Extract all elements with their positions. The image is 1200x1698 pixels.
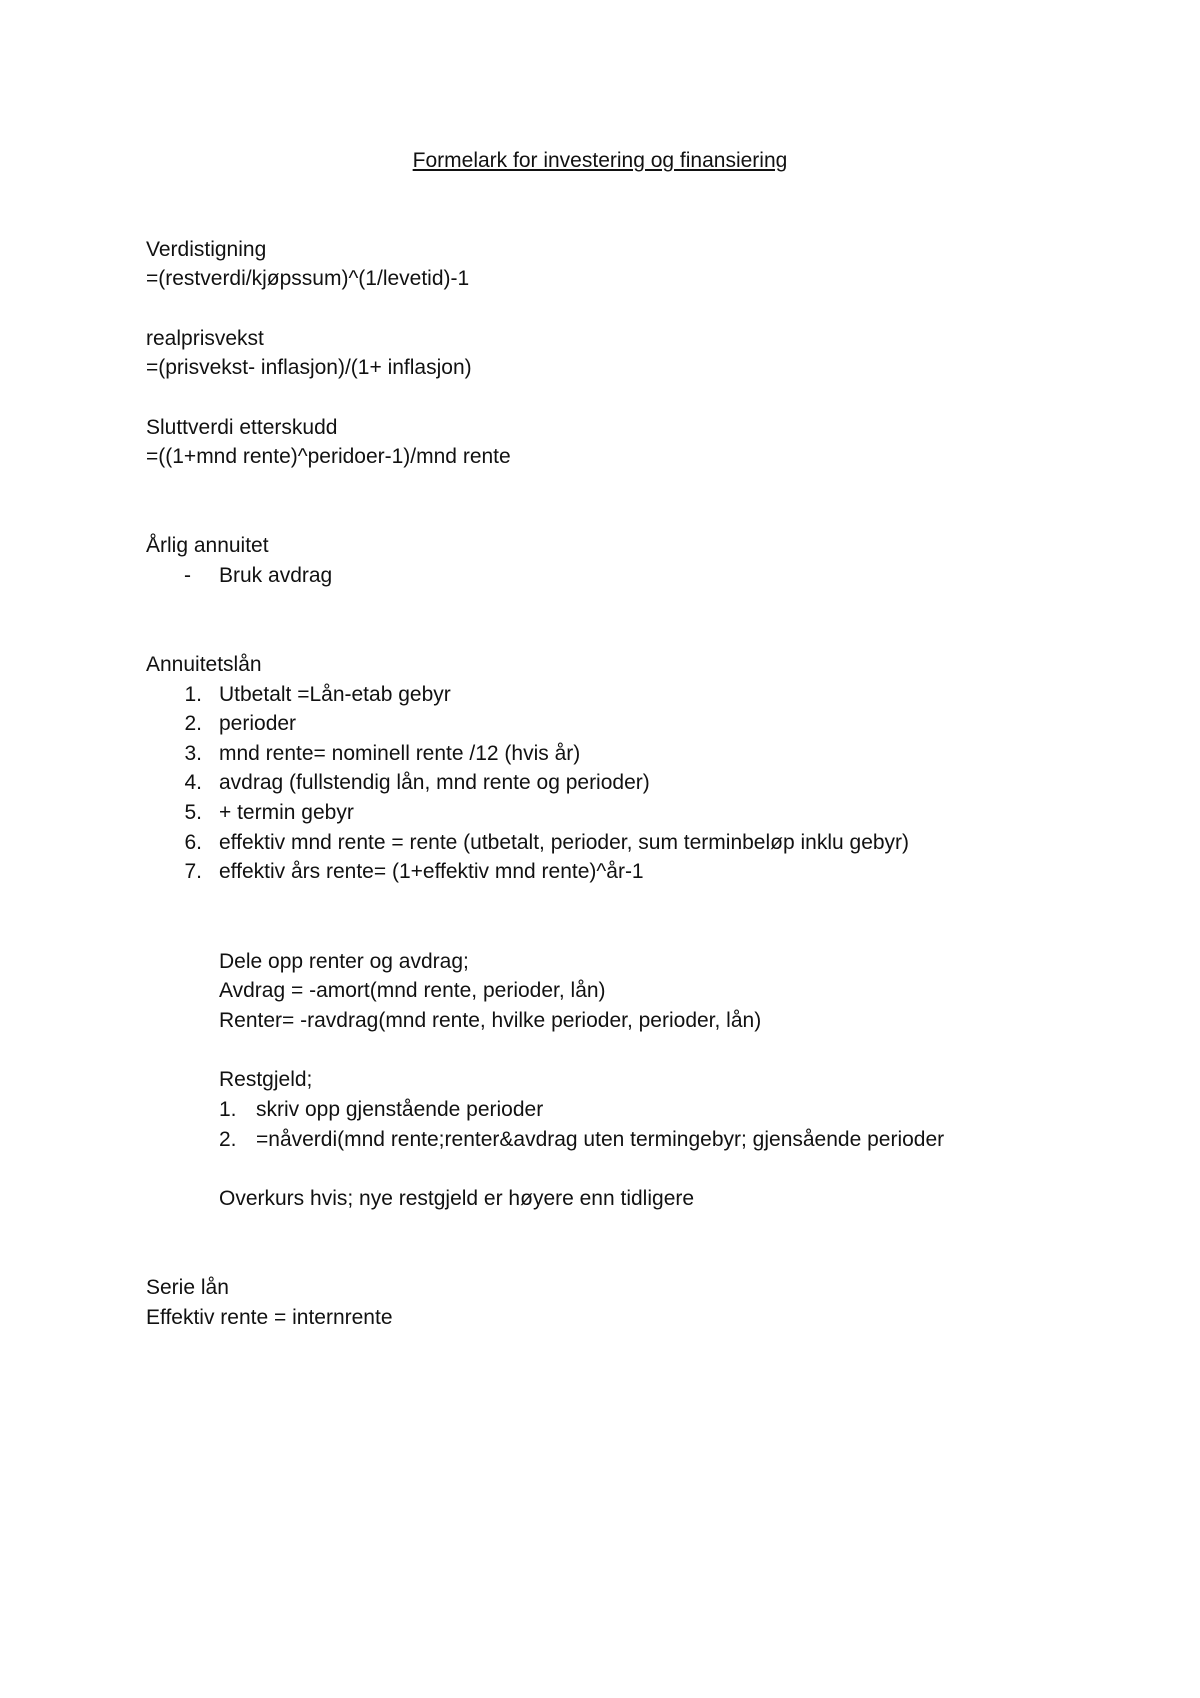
list-number: 4. [184, 771, 202, 794]
restgjeld-heading: Restgjeld; [219, 1068, 313, 1091]
list-item: + termin gebyr [219, 801, 354, 824]
list-item: avdrag (fullstendig lån, mnd rente og perioder) [219, 771, 650, 794]
page-title: Formelark for investering og finansiering [412, 149, 788, 172]
list-item: effektiv mnd rente = rente (utbetalt, perioder, sum terminbeløp inklu gebyr) [219, 831, 910, 854]
list-number: 2. [219, 1128, 237, 1151]
list-number: 6. [184, 831, 202, 854]
sluttverdi-heading: Sluttverdi etterskudd [146, 416, 338, 439]
serielan-heading: Serie lån [146, 1276, 229, 1299]
list-item: =nåverdi(mnd rente;renter&avdrag uten termingebyr; gjensående perioder [256, 1128, 945, 1151]
list-number: 1. [184, 683, 202, 706]
list-number: 1. [219, 1098, 237, 1121]
sluttverdi-formula: =((1+mnd rente)^peridoer-1)/mnd rente [146, 445, 511, 468]
realprisvekst-formula: =(prisvekst- inflasjon)/(1+ inflasjon) [146, 356, 472, 379]
bullet-dash: - [184, 564, 191, 587]
verdistigning-heading: Verdistigning [146, 238, 267, 261]
arlig-annuitet-item: Bruk avdrag [219, 564, 333, 587]
dele-opp-heading: Dele opp renter og avdrag; [219, 950, 469, 973]
list-number: 2. [184, 712, 202, 735]
arlig-annuitet-heading: Årlig annuitet [146, 534, 269, 557]
list-item: effektiv års rente= (1+effektiv mnd rente)^år-1 [219, 860, 644, 883]
list-number: 5. [184, 801, 202, 824]
avdrag-formula: Avdrag = -amort(mnd rente, perioder, lån) [219, 979, 606, 1002]
annuitetslan-heading: Annuitetslån [146, 653, 262, 676]
list-item: Utbetalt =Lån-etab gebyr [219, 683, 451, 706]
list-number: 7. [184, 860, 202, 883]
list-item: mnd rente= nominell rente /12 (hvis år) [219, 742, 581, 765]
list-number: 3. [184, 742, 202, 765]
list-item: skriv opp gjenstående perioder [256, 1098, 544, 1121]
verdistigning-formula: =(restverdi/kjøpssum)^(1/levetid)-1 [146, 267, 470, 290]
list-item: perioder [219, 712, 297, 735]
renter-formula: Renter= -ravdrag(mnd rente, hvilke perioder, perioder, lån) [219, 1009, 762, 1032]
effektiv-rente-note: Effektiv rente = internrente [146, 1306, 393, 1329]
realprisvekst-heading: realprisvekst [146, 327, 264, 350]
overkurs-note: Overkurs hvis; nye restgjeld er høyere enn tidligere [219, 1187, 695, 1210]
